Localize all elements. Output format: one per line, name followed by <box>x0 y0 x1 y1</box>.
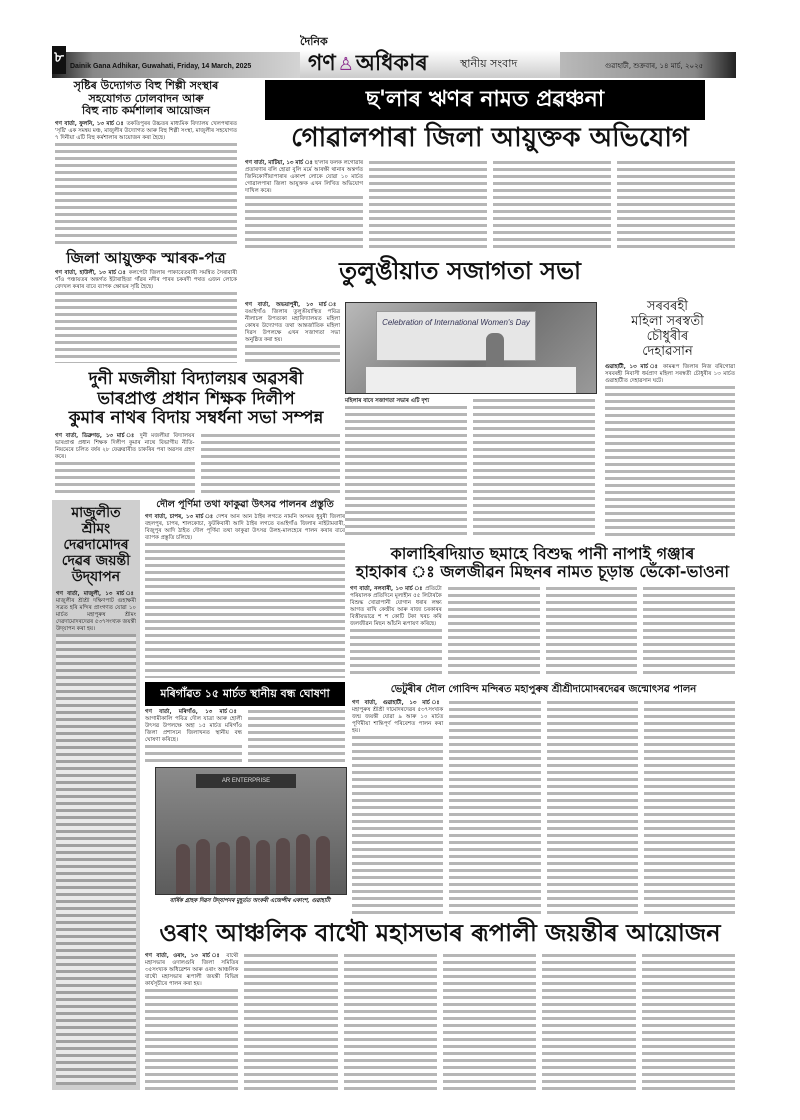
logo-word-2: অধিকাৰ <box>355 51 428 76</box>
article-column <box>642 953 735 1092</box>
article-column <box>145 953 238 1092</box>
article-lead: দেশৰ আন আন ঠাইৰ লগতে নামনি অসমৰ ধুবুৰী জিলাৰ বহলপুৰ, চাপৰ, শালকোচা, ফুটকিবাৰী আদি ঠাইৰ লগতে বঙাইগাঁও জিলাৰ নাইটামবাৰী, বিজুপুৰ আদি ঠাইত দৌল পূৰ্ণিমা তথা ফাকুৱা উৎসৱ উলহ-মালহেৰে পালন কৰাৰ বাবে ব্যাপক প্ৰস্তুতি চলিছে। <box>145 513 345 541</box>
headline-line: কুমাৰ নাথৰ বিদায় সম্বৰ্ধনা সভা সম্পন্ন <box>68 408 324 429</box>
article-body-bihu-workshop <box>55 121 237 247</box>
article-text <box>473 399 595 538</box>
logo-figure-icon: ♙ <box>337 54 354 75</box>
article-column <box>244 953 337 1092</box>
story-doul-purnima <box>145 500 345 678</box>
photo-stage-banner: Celebration of International Women's Day <box>376 311 536 361</box>
article-body-doul-purnima <box>145 514 345 678</box>
article-body-morigaon-bandh <box>145 709 345 762</box>
headline-line: দেৱৰ জয়ন্তী <box>61 553 131 570</box>
dateline: গণ বাৰ্তা, মাজুলী, ১৩ মাৰ্চ ঃ <box>56 591 136 598</box>
dateline: গণ বাৰ্তা, চাপৰ, ১৩ মাৰ্চ ঃ <box>145 513 214 520</box>
article-text <box>443 954 536 1092</box>
article-column <box>145 709 242 762</box>
photo-person <box>256 840 270 894</box>
article-column <box>55 433 195 496</box>
article-body-damodardev-birthday <box>352 700 735 915</box>
headline-line: হাহাকাৰ ঃ জলজীৱন মিছনৰ নামত চূড়ান্ত ভেঁকো-ভাওনা <box>355 562 730 582</box>
article-column <box>245 160 363 252</box>
photo-caption-agency: বাৰ্ষিক গ্ৰাহক দিৱস উদ্‌যাপনৰ মুহূৰ্তত অংকৰী এজেন্সীৰ একাংশ, গুৱাহাটী <box>169 898 331 904</box>
article-body-dc-memorandum <box>55 270 237 363</box>
photo-person <box>176 844 190 894</box>
article-text <box>55 462 195 496</box>
dateline: গণ বাৰ্তা, অভয়াপুৰী, ১৩ মাৰ্চ ঃ <box>245 302 340 308</box>
article-column <box>352 700 443 915</box>
headline-line: ভাৰপ্ৰাপ্ত প্ৰধান শিক্ষক দিলীপ <box>97 388 295 409</box>
article-lead: তকতিপুৰৰ উচ্চতৰ মাধ্যমিক বিদ্যালয় খেলপথাৰত 'সৃষ্টি' এক সমন্বয় মঞ্চ, মাজুলীৰ উদ্যোগত আৰু বিহু শিল্পী সংস্থা, মাজুলীৰ সহযোগত ৭ দিনীয়া এটি বিহু কৰ্মশালাৰ আয়োজন কৰা হৈছে। <box>55 120 237 141</box>
article-text <box>448 587 540 678</box>
article-text <box>201 434 341 496</box>
dateline: গণ বাৰ্তা, মাটিয়া, ১৩ মাৰ্চ ঃ <box>245 159 313 166</box>
article-text <box>145 543 345 678</box>
article-text <box>248 710 345 762</box>
article-text <box>244 954 337 1092</box>
dateline: গণ বাৰ্তা, মৰিগাঁও, ১৩ মাৰ্চ ঃ <box>145 709 242 715</box>
headline-line: দেৱদামোদৰ <box>63 537 129 554</box>
headline-line: চৌধুৰীৰ <box>646 328 689 344</box>
dateline: গণ বাৰ্তা, ডিব্ৰুগড়, ১৩ মাৰ্চ ঃ <box>55 432 137 439</box>
article-text <box>369 161 487 252</box>
article-column <box>443 953 536 1092</box>
headline-line: শ্ৰীমং <box>81 521 111 538</box>
story-loan-fraud <box>245 124 735 252</box>
article-text <box>55 143 237 247</box>
masthead-english-line: Dainik Gana Adhikar, Guwahati, Friday, 14 March, 2025 <box>70 63 252 70</box>
headline-line: মহিলা সৰস্বতী <box>631 313 704 329</box>
dateline: গুৱাহাটী, ১৩ মাৰ্চ ঃ <box>605 363 660 370</box>
article-column <box>493 160 611 252</box>
photo-person <box>236 836 250 894</box>
article-text <box>352 736 443 915</box>
article-column <box>644 700 735 915</box>
article-text <box>605 386 735 540</box>
article-text <box>449 701 540 915</box>
headline-line: সহযোগত ঢোলবাদন আৰু <box>88 91 204 105</box>
logo-prefix: দৈনিক <box>300 35 328 48</box>
story-damodardev-birthday <box>352 684 735 914</box>
article-text <box>145 989 238 1092</box>
headline-loan-fraud: গোৱালপাৰা জিলা আয়ুক্তক অভিযোগ <box>291 123 689 153</box>
article-lead: মহাপুৰুষ শ্ৰীশ্ৰী দামোদৰদেৱৰ ৫৩৭সংখ্যক জন্ম জয়ন্তী যোৱা ৯ আৰু ১০ মাৰ্চত পূৰ্ণিমীয়া শান্তিপূৰ্ণ পৰিবেশত পালন কৰা হয়। <box>352 706 444 734</box>
photo-person <box>296 834 310 894</box>
article-column <box>350 586 442 678</box>
headline-line: বিহু নাচ কৰ্মশালাৰ আয়োজন <box>82 104 210 118</box>
article-text <box>56 634 136 1085</box>
story-morigaon-bandh <box>145 682 345 762</box>
article-column <box>643 586 735 678</box>
article-column <box>547 700 638 915</box>
article-body-bathou-jubilee <box>145 953 735 1092</box>
banner-loan-fraud: ছ'লাৰ ঋণৰ নামত প্ৰৱঞ্চনা <box>265 80 705 120</box>
article-text <box>245 345 340 366</box>
logo-word-1: গণ <box>308 51 336 76</box>
headline-line: মাজুলীত <box>71 505 121 521</box>
headline-line: দেহাৱসান <box>642 343 693 359</box>
article-column <box>617 160 735 252</box>
dateline: গণ বাৰ্তা, হাউলী, ১৩ মাৰ্চ ঃ <box>55 270 127 277</box>
headline-majuli-celebration <box>56 505 136 585</box>
article-lead: দুনী মজলীয়া বিদ্যালয়ৰ ভাৰপ্ৰাপ্ত প্ৰধান শিক্ষক দিলীপ কুমাৰ নাথে বিভাগীয় নীতি-নিয়মেৰে চলিত বৰ্ষৰ ২৮ ফেব্ৰুৱাৰীত চাকৰিৰ পৰা অৱসৰ গ্ৰহণ কৰে। <box>55 432 195 460</box>
story-obituary <box>600 300 735 540</box>
photo-person <box>276 838 290 894</box>
article-column <box>369 160 487 252</box>
article-body-majuli-celebration <box>56 591 136 1085</box>
article-body-water-crisis <box>350 586 735 678</box>
article-text <box>55 292 237 363</box>
photo-person <box>216 842 230 894</box>
article-column <box>248 709 345 762</box>
article-lead: ছ'লাৰ ফলক লগোৱাৰ প্ৰতাৰণাৰ বলি হোৱা বুলি মৰ্মে আৰক্ষী থানাৰ অন্তৰ্গত জিনিকোণীয়াপাৰাৰ একাংশ লোকে যোৱা ১০ মাৰ্চত গোৱালপাৰা জিলা আয়ুক্তক এখন লিখিত অভিযোগ দাখিল কৰে। <box>245 159 364 194</box>
headline-bathou-jubilee: ওৰাং আঞ্চলিক বাথৌ মহাসভাৰ ৰূপালী জয়ন্তীৰ আয়োজন <box>159 919 721 947</box>
headline-water-crisis <box>350 545 735 582</box>
article-lead: আগামীকালি পবিত্ৰ দৌল যাত্ৰা আৰু হোলী উৎসৱ উপলক্ষে অহা ১৫ মাৰ্চত মৰিগাঁও জিলা প্ৰশাসনে জিলাখনত স্থানীয় বন্ধ ঘোষণা কৰিছে। <box>145 716 242 743</box>
article-text <box>643 587 735 678</box>
headline-line: দুনী মজলীয়া বিদ্যালয়ৰ অৱসৰী <box>88 369 304 389</box>
article-lead: প্ৰতিটো পৰিয়ালক প্ৰতিদিনে মূল্যহীন ৫৫ লিটাৰকৈ বিশুদ্ধ খোৱাপানী যোগান ধৰাৰ লক্ষ্য আগত ৰাখি কেন্দ্ৰীয় আৰু ৰাজ্য চৰকাৰৰ বিত্তীয়ভাৱে শ শ কোটি টকা খৰচ কৰি জলজীৱন মিছন আঁচনি ৰূপায়ণ কৰিছে। <box>350 585 442 627</box>
headline-damodardev-birthday: ভেটুৰীৰ দৌল গোবিন্দ মন্দিৰত মহাপুৰুষ শ্ৰীশ্ৰীদামোদৰদেৱৰ জন্মোৎসৱ পালন <box>390 684 697 695</box>
headline-line: উদ্‌যাপন <box>71 569 121 586</box>
article-column <box>546 586 638 678</box>
newspaper-logo <box>308 50 428 79</box>
headline-line: সৃষ্টিৰ উদ্যোগত বিহু শিল্পী সংস্থাৰ <box>73 79 219 92</box>
story-water-crisis <box>350 545 735 678</box>
article-text <box>350 629 442 678</box>
story-headmaster-farewell <box>52 370 340 496</box>
article-lead: বঙাইগাঁও জিলাৰ তুলুঙীয়াস্থিত পবিত্ৰ নীলাচল উপত্যকা মহাবিদ্যালয়ত মহিলা কোষৰ উদ্যোগত তথা আন্তৰ্জাতিক মহিলা দিৱস উপলক্ষে এখন সজাগতা সভা অনুষ্ঠিত কৰা হয়। <box>245 309 340 343</box>
article-text <box>245 196 363 252</box>
article-column <box>449 700 540 915</box>
article-lead: কামৰূপ জিলাৰ নিজ বৰিগোৱা সৰবৰহী নিবাসী ধৰ্মপ্ৰাণ মহিলা সৰস্বতী চৌধুৰীৰ ১৩ মাৰ্চত গুৱাহাটীত দেহাৱসান ঘটে। <box>605 363 735 384</box>
masthead-date: গুৱাহাটী, শুক্রবাৰ, ১৪ মাৰ্চ, ২০২৫ <box>605 62 704 70</box>
headline-obituary <box>600 300 735 360</box>
headline-morigaon-bandh: মৰিগাঁৱত ১৫ মাৰ্চত স্থানীয় বন্ধ ঘোষণা <box>145 682 345 706</box>
article-column <box>473 398 595 538</box>
headline-awareness-meeting: তুলুঙীয়াত সজাগতা সভা <box>339 257 581 285</box>
photo-caption: মহিলাৰ বাবে সজাগতা সভাৰ এটি দৃশ্য <box>345 398 430 404</box>
article-text <box>642 954 735 1092</box>
dateline: গণ বাৰ্তা, নলবাৰী, ১৩ মাৰ্চ ঃ <box>350 585 423 592</box>
dateline: গণ বাৰ্তা, গুৱাহাটী, ১৩ মাৰ্চ ঃ <box>352 699 444 706</box>
page-number: ৮ <box>52 46 66 74</box>
article-text <box>644 701 735 915</box>
story-dc-memorandum <box>52 250 240 363</box>
photo-shop-sign: AR ENTERPRISE <box>196 774 296 788</box>
headline-line: সৰবৰহী <box>646 299 688 314</box>
section-title: স্থানীয় সংবাদ <box>460 57 518 70</box>
photo-person <box>316 836 330 894</box>
article-lead: কলপেটা জিলাৰ পাকাবেতবাৰী সমন্বিত সৈৰাবাৰী গাঁও পঞ্চায়তৰ অন্তৰ্গত ইটাৰাহিতা গাঁৱৰ নদীৰ পাৰৰ চকৰদী পথত এজন লোকে বেদখল কৰাৰ বাবে ব্যাপক ক্ষোভৰ সৃষ্টি হৈছে। <box>55 270 238 291</box>
headline-dc-memorandum: জিলা আয়ুক্তক স্মাৰক-পত্ৰ <box>66 249 226 267</box>
photo-person <box>196 839 210 894</box>
article-column <box>201 433 341 496</box>
article-text <box>547 701 638 915</box>
article-body-obituary <box>605 364 735 540</box>
story-bathou-jubilee <box>145 920 735 1092</box>
headline-headmaster-farewell <box>52 370 340 429</box>
article-body-headmaster-farewell <box>55 433 340 496</box>
article-column <box>344 953 437 1092</box>
article-text <box>546 587 638 678</box>
article-text <box>345 406 467 538</box>
headline-line: কালাহিৰদিয়াত ছমাহে বিশুদ্ধ পানী নাপাই গঞ্জাৰ <box>390 544 695 563</box>
photo-table <box>366 367 576 393</box>
sidebar-box-majuli <box>52 500 140 1090</box>
article-column <box>542 953 635 1092</box>
article-text <box>145 745 242 762</box>
photo-womens-day-event <box>345 302 597 394</box>
article-text <box>617 161 735 252</box>
article-body-awareness-continued <box>345 398 595 538</box>
headline-doul-purnima: দৌল পূৰ্ণিমা তথা ফাকুৱা উৎসৱ পালনৰ প্ৰস্তুতি <box>156 499 334 510</box>
article-lead: বাথৌ মহাসভাৰ ওদালগুৰি জিলা সমিতিৰ ৩৫সংখ্যক অধিৱেশন আৰু ওৰাং আঞ্চলিক বাথৌ মহাসভাৰ ৰূপালী জয়ন্তী বিভিন্ন কাৰ্যসূচীৰে পালন কৰা হয়। <box>145 952 239 987</box>
article-column <box>448 586 540 678</box>
article-text <box>542 954 635 1092</box>
headline-bihu-workshop <box>52 80 240 118</box>
article-body-awareness-meeting <box>245 302 340 366</box>
article-lead: মাজুলীৰ শ্ৰীশ্ৰী দক্ষিণপাট গুহাক্ষমী সত্ৰত হৰি মন্দিৰ প্ৰাংগণত যোৱা ১০ মাৰ্চত মহাপুৰুষ শ্ৰীমং দেৱদামোদৰদেৱৰ ৫৩৭সংখ্যক জয়ন্তী উদ্‌যাপন কৰা হয়। <box>56 598 136 633</box>
article-body-loan-fraud <box>245 160 735 252</box>
dateline: গণ বাৰ্তা, ফুলনি, ১৩ মাৰ্চ ঃ <box>55 120 125 127</box>
photo-agency-staff <box>155 767 347 895</box>
article-text <box>493 161 611 252</box>
article-text <box>344 954 437 1092</box>
article-column <box>345 398 467 538</box>
dateline: গণ বাৰ্তা, ওৰাং, ১৩ মাৰ্চ ঃ <box>145 952 223 959</box>
story-bihu-workshop <box>52 80 240 247</box>
